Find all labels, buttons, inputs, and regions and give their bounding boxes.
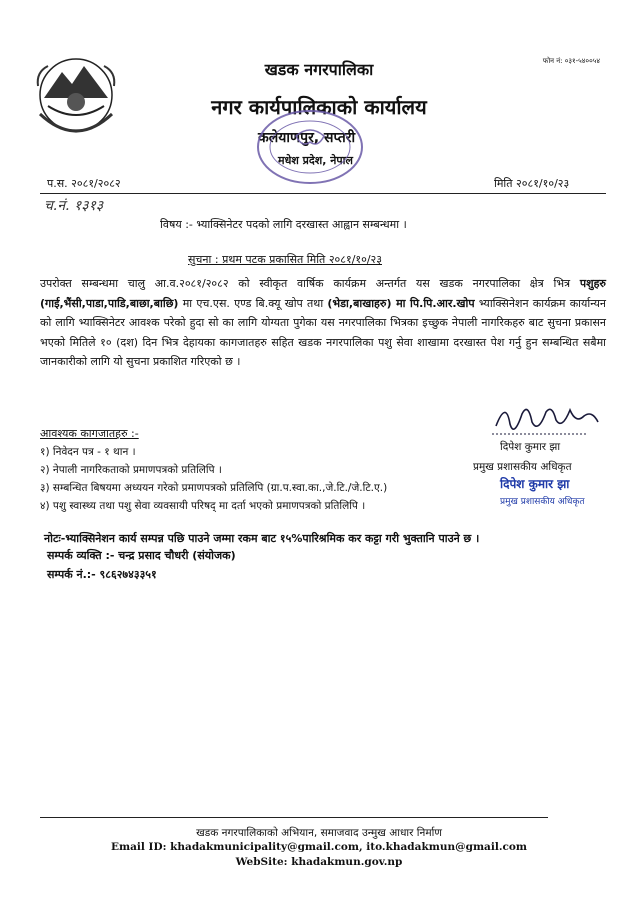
signatory-title: प्रमुख प्रशासकीय अधिकृत	[473, 461, 572, 473]
list-item: ३) सम्बन्धित बिषयमा अध्ययन गरेको प्रमाणपत्रको प्रतिलिपि (ग्रा.प.स्वा.का.,जे.टि./जे.टि.ए.)	[40, 482, 388, 494]
office-city: कलेयाणपुर, सप्तरी	[258, 130, 356, 146]
footer-website	[0, 856, 638, 868]
website-label: WebSite:	[235, 856, 288, 868]
office-province: मधेश प्रदेश, नेपाल	[278, 154, 353, 167]
footer-email	[0, 841, 638, 853]
stamp-name: दिपेश कुमार झा	[500, 477, 570, 491]
signatory-name: दिपेश कुमार झा	[500, 441, 561, 453]
notice-body	[40, 274, 606, 372]
body-vaccine: (भेडा,बाखाहरु) मा पि.पि.आर.खोप	[327, 296, 475, 310]
body-text-1: उपरोक्त सम्बन्धमा चालु आ.व.२०८१/२०८२ को स्वीकृत वार्षिक कार्यक्रम अन्तर्गत यस खडक नगरपालिका क्षेत्र भित्र	[40, 277, 571, 290]
reference-number: प.स. २०८१/२०८२	[47, 177, 121, 190]
footer-slogan: खडक नगरपालिकाको अभियान, समाजवाद उन्मुख आधार निर्माण	[196, 827, 442, 839]
dispatch-number: च.नं. १३१३	[44, 198, 104, 214]
list-item: २) नेपाली नागरिकताको प्रमाणपत्रको प्रतिलिपि ।	[40, 464, 222, 476]
body-text-3: भ्याक्सिनेशन कार्यक्रम कार्यान्यन को लागि भ्याक्सिनेटर आवश्क परेको हुदा सो का लागि योग्यता पुगेका यस नगरपालिका भित्रका इच्छुक नेपाली नागरिकहरु बाट सुचना प्रकासन भएको मितिले १० (दश) दिन भित्र देहायका कागजातहरु सहित खडक नगरपालिका पशु सेवा शाखामा दरखास्त पेश गर्नु हुन सम्बन्धित सबैमा जानकारीको लागि यो सुचना प्रकाशित गरिएको छ ।	[40, 296, 606, 369]
contact-person: सम्पर्क व्यक्ति :- चन्द्र प्रसाद चौधरी (संयोजक)	[47, 549, 236, 562]
office-seal-stamp	[248, 106, 372, 188]
payment-note: नोटः-भ्याक्सिनेशन कार्य सम्पन्न पछि पाउने जम्मा रकम बाट १५%पारिश्रमिक कर कट्टा गरी भुक्तानि पाउने छ ।	[44, 532, 480, 545]
signatory-stamp	[500, 475, 612, 515]
header-divider	[40, 193, 606, 194]
notice-line: सुचना : प्रथम पटक प्रकासित मिति २०८१/१०/२३	[188, 253, 382, 266]
office-name: नगर कार्यपालिकाको कार्यालय	[211, 95, 427, 119]
phone-number: फोन नं: ०३१-५४००५४	[542, 57, 600, 65]
required-docs-list	[40, 443, 387, 515]
list-item: १) निवेदन पत्र - १ थान ।	[40, 446, 136, 458]
list-item: ४) पशु स्वास्थ्य तथा पशु सेवा व्यवसायी परिषद् मा दर्ता भएको प्रमाणपत्रको प्रतिलिपि ।	[40, 500, 366, 512]
email-link[interactable]: khadakmunicipality@gmail.com, ito.khadakmun@gmail.com	[170, 841, 527, 853]
email-label: Email ID:	[111, 841, 167, 853]
contact-number: सम्पर्क नं.:- ९८६२७४३३५१	[47, 568, 157, 581]
website-link[interactable]: khadakmun.gov.np	[291, 856, 403, 868]
subject-line: विषय :- भ्याक्सिनेटर पदको लागि दरखास्त आह्वान सम्बन्धमा ।	[160, 218, 407, 231]
stamp-title: प्रमुख प्रशासकीय अधिकृत	[500, 497, 585, 507]
body-text-2: मा एच.एस. एण्ड बि.क्यू खोप तथा	[182, 296, 324, 310]
issue-date: मिति २०८१/१०/२३	[494, 177, 570, 190]
organization-name: खडक नगरपालिका	[264, 60, 374, 79]
required-docs-heading: आवश्यक कागजातहरु :-	[40, 427, 139, 440]
body-animals: पशुहरु (गाई,भैंसी,पाडा,पाडि,बाछा,बाछि)	[40, 277, 606, 310]
signature	[492, 394, 602, 442]
footer-divider	[40, 817, 548, 818]
